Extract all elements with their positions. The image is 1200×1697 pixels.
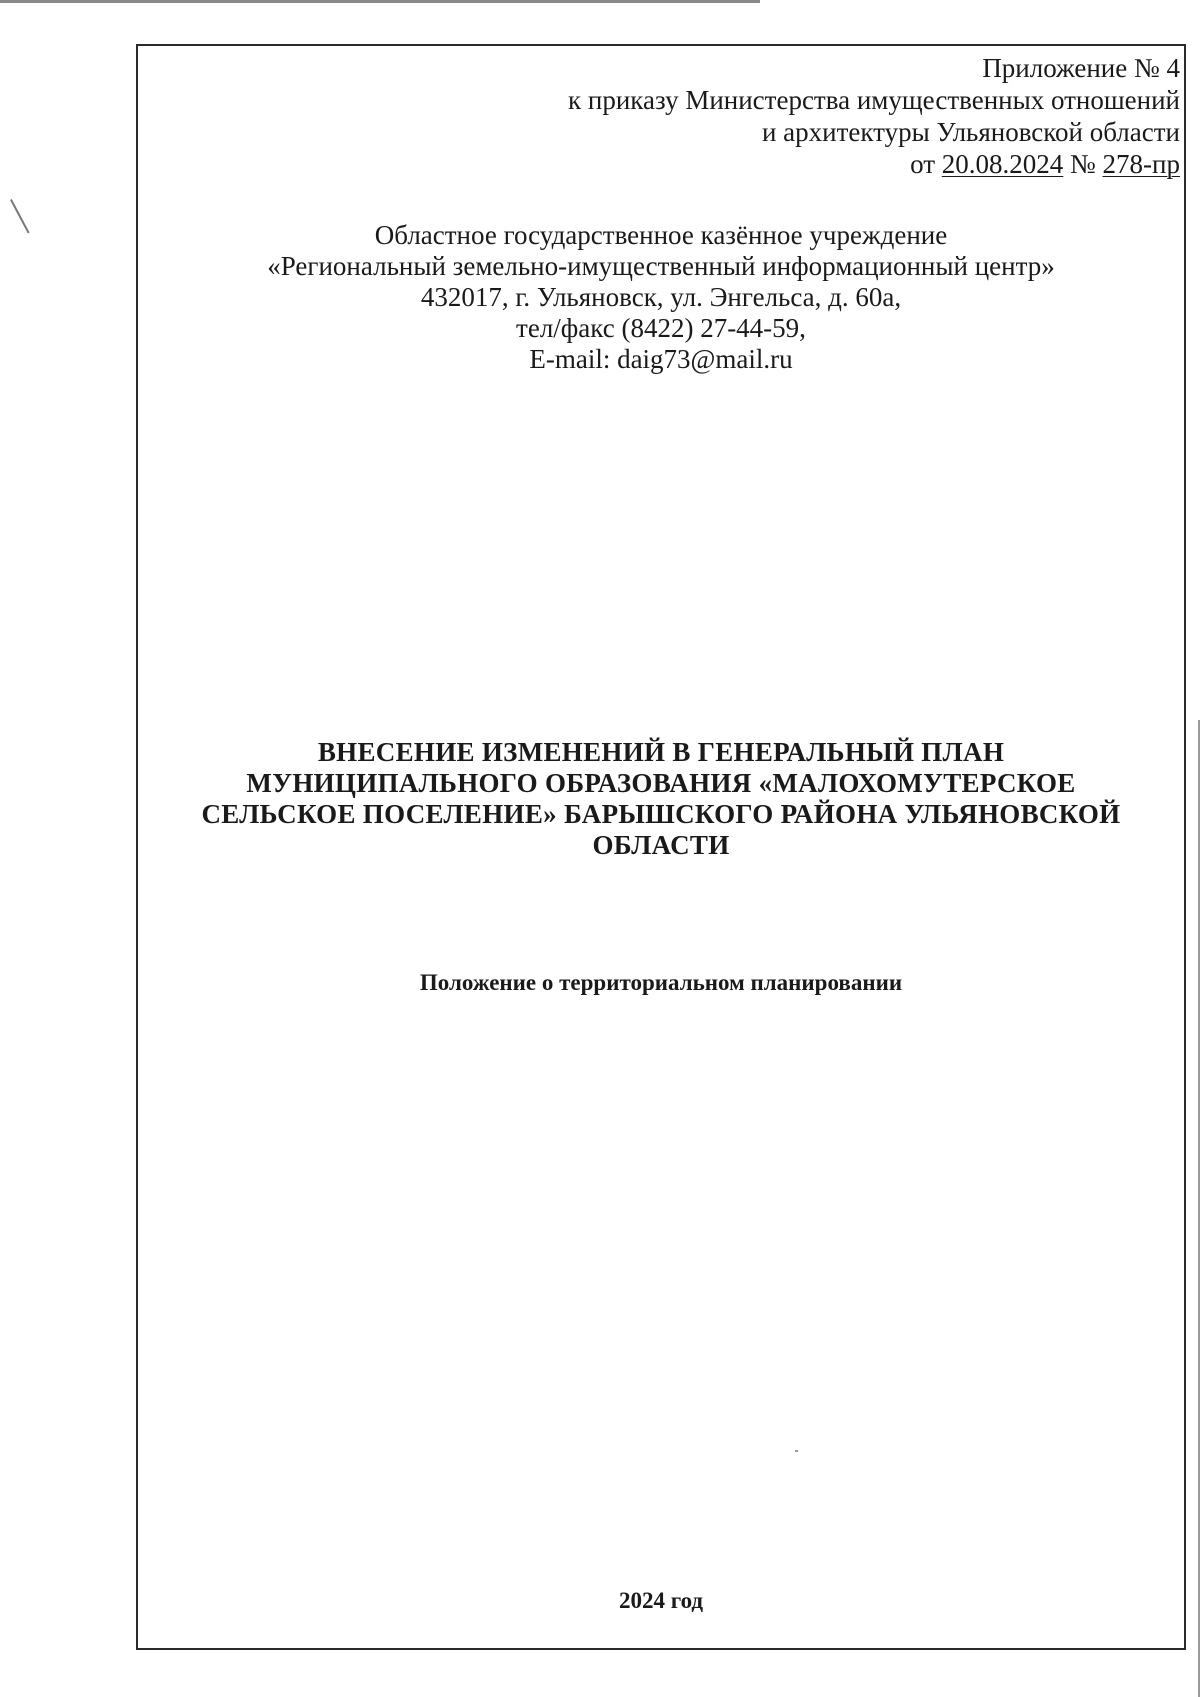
organization-name: «Региональный земельно-имущественный информационный центр» [267, 251, 1055, 281]
appendix-block [568, 52, 1180, 180]
scan-speck [795, 1450, 798, 1452]
scan-top-edge [0, 0, 760, 3]
scan-mark [10, 199, 30, 233]
number-prefix: № [1063, 149, 1103, 179]
order-number: 278-пр [1102, 149, 1180, 179]
appendix-ministry-line: и архитектуры Ульяновской области [761, 117, 1180, 147]
organization-block [136, 220, 1186, 375]
appendix-title: Приложение № 4 [982, 53, 1180, 83]
date-prefix: от [910, 149, 942, 179]
document-title: ВНЕСЕНИЕ ИЗМЕНЕНИЙ В ГЕНЕРАЛЬНЫЙ ПЛАН МУНИЦИПАЛЬНОГО ОБРАЗОВАНИЯ «МАЛОХОМУТЕРСКОЕ СЕЛЬСКОЕ ПОСЕЛЕНИЕ» БАРЫШСКОГО РАЙОНА УЛЬЯНОВСКОЙ ОБЛАСТИ [201, 737, 1121, 860]
organization-phone: тел/факс (8422) 27-44-59, [516, 313, 806, 343]
document-subtitle: Положение о территориальном планировании [419, 970, 903, 995]
document-year: 2024 год [618, 1588, 704, 1613]
organization-email: E-mail: daig73@mail.ru [529, 344, 793, 374]
organization-address: 432017, г. Ульяновск, ул. Энгельса, д. 60а, [420, 282, 902, 312]
order-date: 20.08.2024 [941, 149, 1064, 179]
appendix-order-line: к приказу Министерства имущественных отношений [568, 85, 1180, 115]
organization-type: Областное государственное казённое учреждение [374, 220, 948, 250]
appendix-date-line [568, 148, 1180, 180]
